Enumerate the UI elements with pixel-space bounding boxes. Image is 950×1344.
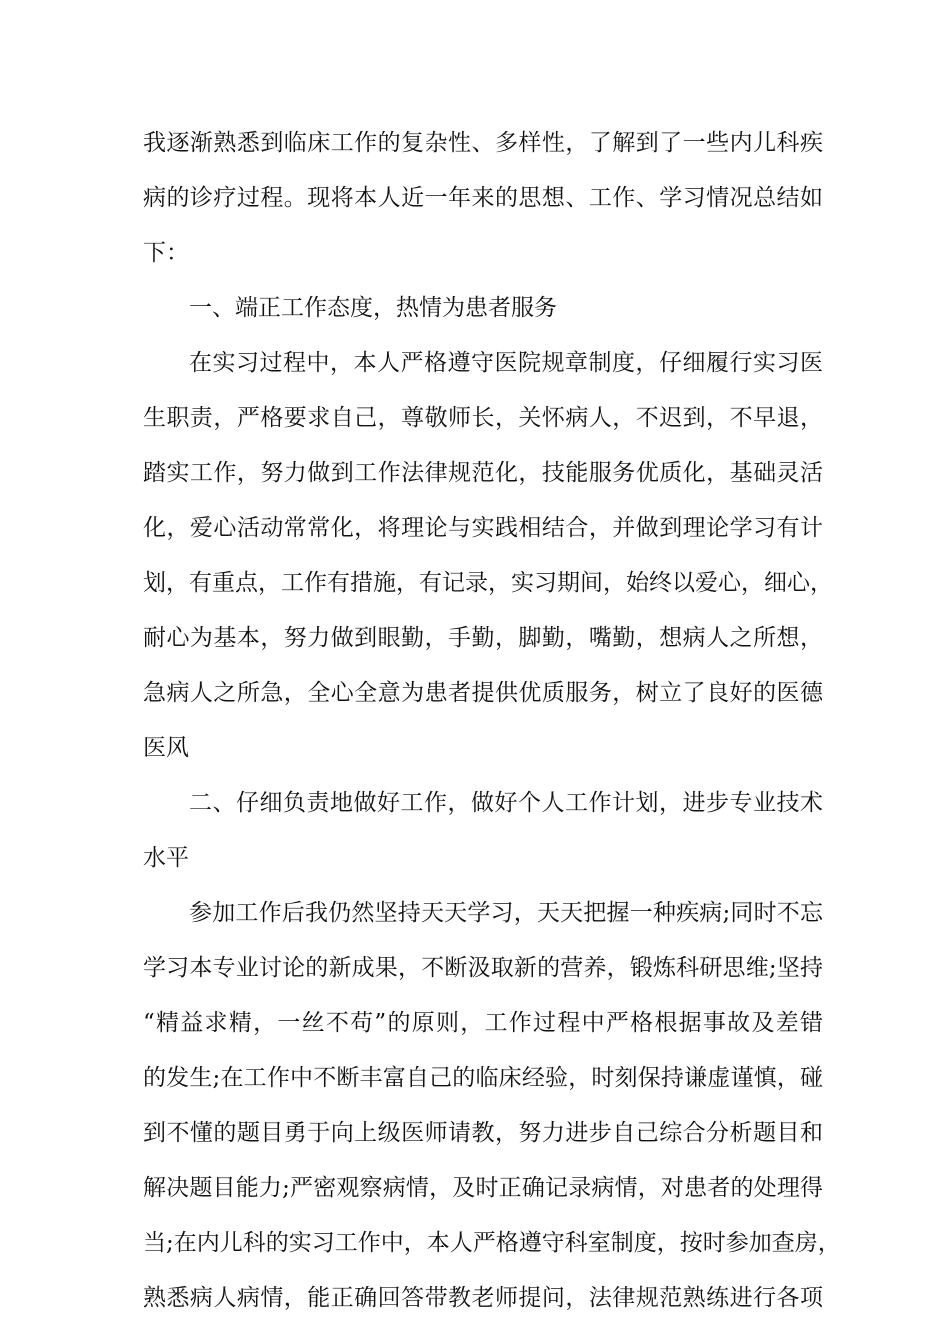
section-heading-1: 一、端正工作态度，热情为患者服务	[189, 295, 557, 321]
text-line: 医风	[143, 735, 189, 761]
text-line: 解决题目能力;严密观察病情，及时正确记录病情，对患者的处理得	[143, 1175, 823, 1201]
text-line: 到不懂的题目勇于向上级医师请教，努力进步自己综合分析题目和	[143, 1120, 823, 1146]
text-line: 化，爱心活动常常化，将理论与实践相结合，并做到理论学习有计	[143, 515, 823, 541]
text-line: 熟悉病人病情，能正确回答带教老师提问，法律规范熟练进行各项	[143, 1285, 823, 1311]
section-heading-2-cont: 水平	[143, 845, 189, 871]
text-line: 病的诊疗过程。现将本人近一年来的思想、工作、学习情况总结如	[143, 185, 823, 211]
text-line: 当;在内儿科的实习工作中，本人严格遵守科室制度，按时参加查房，	[143, 1230, 841, 1256]
text-line: 学习本专业讨论的新成果，不断汲取新的营养，锻炼科研思维;坚持	[143, 955, 823, 981]
text-line: 生职责，严格要求自己，尊敬师长，关怀病人，不迟到，不早退，	[143, 405, 823, 431]
text-line: 的发生;在工作中不断丰富自己的临床经验，时刻保持谦虚谨慎，碰	[143, 1065, 823, 1091]
text-line: “精益求精，一丝不苟”的原则，工作过程中严格根据事故及差错	[143, 1010, 823, 1036]
text-line: 急病人之所急，全心全意为患者提供优质服务，树立了良好的医德	[143, 680, 823, 706]
text-line: 下：	[143, 240, 189, 266]
text-line: 我逐渐熟悉到临床工作的复杂性、多样性，了解到了一些内儿科疾	[143, 130, 823, 156]
text-line: 在实习过程中，本人严格遵守医院规章制度，仔细履行实习医	[189, 350, 823, 376]
text-line: 参加工作后我仍然坚持天天学习，天天把握一种疾病;同时不忘	[189, 900, 823, 926]
text-line: 耐心为基本，努力做到眼勤，手勤，脚勤，嘴勤，想病人之所想，	[143, 625, 823, 651]
text-line: 划，有重点，工作有措施，有记录，实习期间，始终以爱心，细心，	[143, 570, 833, 596]
text-line: 踏实工作，努力做到工作法律规范化，技能服务优质化，基础灵活	[143, 460, 823, 486]
section-heading-2: 二、仔细负责地做好工作，做好个人工作计划，进步专业技术	[189, 790, 823, 816]
